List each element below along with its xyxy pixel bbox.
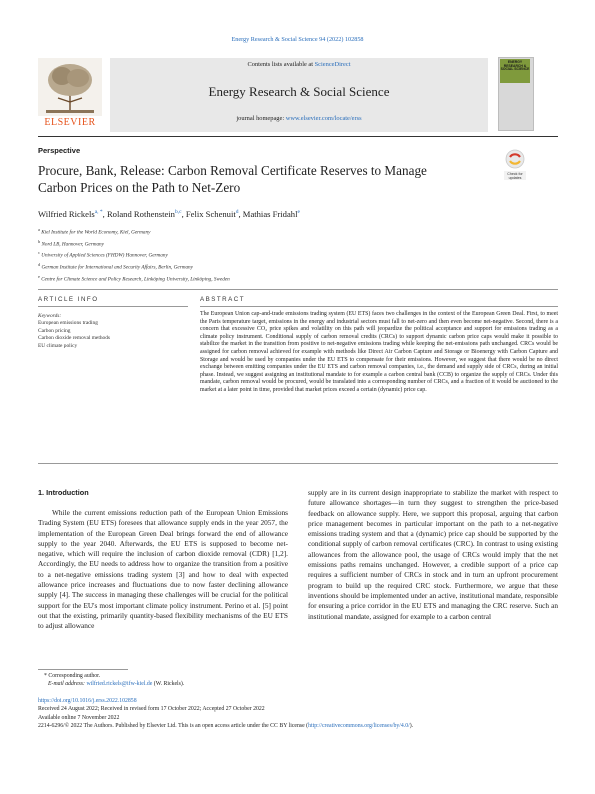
keyword-list: [38, 320, 110, 350]
email-note: E-mail address: wilfried.rickels@ifw-kiel.de (W. Rickels).: [48, 681, 185, 688]
abstract-divider: [200, 306, 558, 307]
author-affil-marker[interactable]: e: [297, 209, 300, 216]
article-title: Procure, Bank, Release: Carbon Removal Certificate Reserves to Manage Carbon Prices on the Path to Net-Zero: [38, 163, 427, 195]
header-divider: [38, 136, 558, 137]
svg-text:Check for: Check for: [507, 172, 523, 176]
introduction-heading: 1. Introduction: [38, 488, 89, 497]
check-for-updates-icon[interactable]: [500, 148, 530, 182]
affiliation-item: $^d$ German Institute for International and Security Affairs, Berlin, Germany: [38, 261, 193, 271]
keywords-label: Keywords:: [38, 313, 62, 319]
homepage-prefix: journal homepage:: [236, 115, 286, 122]
author-list: Wilfried Rickels$^{a, *}$, Roland Rothenstein$^{b,c}$, Felix Schenuit$^d$, Mathias Fridahl$^e$: [38, 209, 300, 219]
corresponding-author-note: * Corresponding author.: [44, 673, 101, 679]
journal-citation[interactable]: Energy Research & Social Science 94 (2022) 102858: [231, 36, 364, 43]
article-info-divider: [38, 306, 188, 307]
abstract-text: The European Union cap-and-trade emissions trading system (EU ETS) faces two challenges in the context of the European Green Deal. First, to meet the Paris temperature target, emissions in the energy and industrial sectors must fall to net-zero and then even become net-negative. Second, there is a concern that excessive CO₂ price spikes and volatility on this path will jeopardize the political acceptance and support for emissions trading as a climate policy instrument. Conditional supply of carbon removal credits (CRCs) to support dynamic carbon price caps would make it possible to stabilize the market in the transition from positive to net-negative emissions trading while keeping the net-emissions path unchanged. CRCs would be assigned for carbon removal achieved for example with methods like Direct Air Carbon Capture and Storage or Bioenergy with Carbon Capture and Storage and would be used by companies under the EU ETS to compensate for their emissions. However, we suggest that there would be no direct exchange between emitting companies under the EU ETS and carbon removal companies, i.e., the demand and supply side of CRCs, during an initial phase. Instead, we suggest assigning an institutional mandate to for example a carbon central bank (CCB) to organize the supply of CRCs. Under this mandate, carbon removal would be procured, would be translated into a corresponding number of CRCs, and a fraction of it would be auctioned to the market at a later point in time, provided that market prices exceed a certain (dynamic) price cap.: [200, 311, 558, 393]
author-email-link[interactable]: wilfried.rickels@ifw-kiel.de: [86, 681, 153, 688]
journal-cover-title: ENERGY RESEARCH & SOCIAL SCIENCE: [500, 60, 530, 72]
article-type: Perspective: [38, 146, 81, 155]
svg-text:updates: updates: [508, 176, 522, 180]
journal-homepage-line: [110, 115, 488, 122]
keyword-item: Carbon pricing: [38, 327, 71, 334]
footnotes: [38, 672, 184, 688]
body-column-left: While the current emissions reduction path of the European Union Emissions Trading System (EU ETS) foresees that allowance supply ends in the year 2057, the implementation of the European Green Deal brings forward the end of allowance supply to the year 2040. Afterwards, the EU ETS is supposed to become net-negative, which will require the inclusion of carbon dioxide removal (CDR) [1,2]. Accordingly, the EU needs to address how to organize the transition from a positive to a net-negative emissions trading system [3] and how to deal with expected allowance price increases and fluctuations due to now faster declining allowance supply [4]. The success in managing these challenges will be crucial for the political support for the EU's most important climate policy instrument. Perino et al. [5] point out that the existing, primarily quantity-based flexibility mechanisms of the EU ETS to adjust allowance: [38, 508, 288, 631]
footnote-divider: [38, 669, 128, 670]
author-affil-marker[interactable]: d: [235, 209, 239, 216]
license-link[interactable]: http://creativecommons.org/licenses/by/4.0/: [308, 723, 410, 730]
author-name[interactable]: Wilfried Rickels: [38, 209, 95, 219]
keyword-item: EU climate policy: [38, 342, 78, 349]
copyright-line: 2214-6296/© 2022 The Authors. Published by Elsevier Ltd. This is an open access article under the CC BY license (http://creativecommons.org/licenses/by/4.0/).: [38, 723, 414, 730]
author-name[interactable]: Felix Schenuit: [185, 209, 236, 219]
affiliation-list: [38, 226, 230, 284]
affiliation-item: $^b$ Nord LB, Hannover, Germany: [38, 238, 104, 248]
publication-info: [38, 697, 558, 731]
publisher-wordmark: ELSEVIER: [44, 117, 96, 128]
journal-name: Energy Research & Social Science: [208, 84, 390, 99]
affiliation-item: $^a$ Kiel Institute for the World Economy, Kiel, Germany: [38, 227, 151, 236]
abstract-end-divider: [38, 463, 558, 464]
section-divider: [38, 289, 558, 290]
affiliation-item: $^c$ University of Applied Sciences (FHDW) Hannover, Germany: [38, 250, 168, 260]
contents-available-line: [110, 61, 488, 68]
contents-prefix: Contents lists available at: [247, 61, 315, 68]
article-info-heading: ARTICLE INFO: [38, 296, 99, 303]
sciencedirect-link[interactable]: ScienceDirect: [314, 61, 351, 68]
author-affil-marker[interactable]: a, *: [94, 209, 103, 216]
abstract-heading: ABSTRACT: [200, 296, 246, 303]
received-dates: Received 24 August 2022; Received in revised form 17 October 2022; Accepted 27 October 2022: [38, 706, 265, 713]
body-column-right: supply are in its current design inappropriate to stabilize the market with respect to future allowance shortages—in turn they suggest to strengthen the price-based feedback on allowance supply. Here, we support this proposal, arguing that carbon price management becomes in particular important on the path to a net-negative emissions trading system and that a (dynamic) price cap should be supported by the conditional supply of carbon removal certificates (CRC). In contrast to using existing allowances from the allowance pool, the usage of CRCs would imply that the net emissions paths remains unchanged. However, a credible support of a price cap requires a sufficient number of CRCs in stock and in turn an upfront procurement program to build up the required CRC stock. Furthermore, we argue that these inventions should be implemented under an active, institutional mandate, responsible for ensuring a price corridor in the EU ETS and managing the CRC reserve. Such an institutional mandate, assigned for example to a carbon central: [308, 488, 558, 621]
author-name[interactable]: Roland Rothenstein: [106, 209, 175, 219]
doi-link[interactable]: https://doi.org/10.1016/j.erss.2022.102858: [38, 698, 137, 704]
affiliation-item: $^e$ Centre for Climate Science and Policy Research, Linköping University, Linköping, Sweden: [38, 273, 230, 283]
keyword-item: Carbon dioxide removal methods: [38, 335, 111, 342]
keyword-item: European emissions trading: [38, 320, 98, 326]
author-affil-marker[interactable]: b,c: [174, 209, 182, 216]
available-online: Available online 7 November 2022: [38, 714, 120, 721]
author-name[interactable]: Mathias Fridahl: [242, 209, 298, 219]
journal-homepage-link[interactable]: www.elsevier.com/locate/erss: [285, 115, 362, 122]
